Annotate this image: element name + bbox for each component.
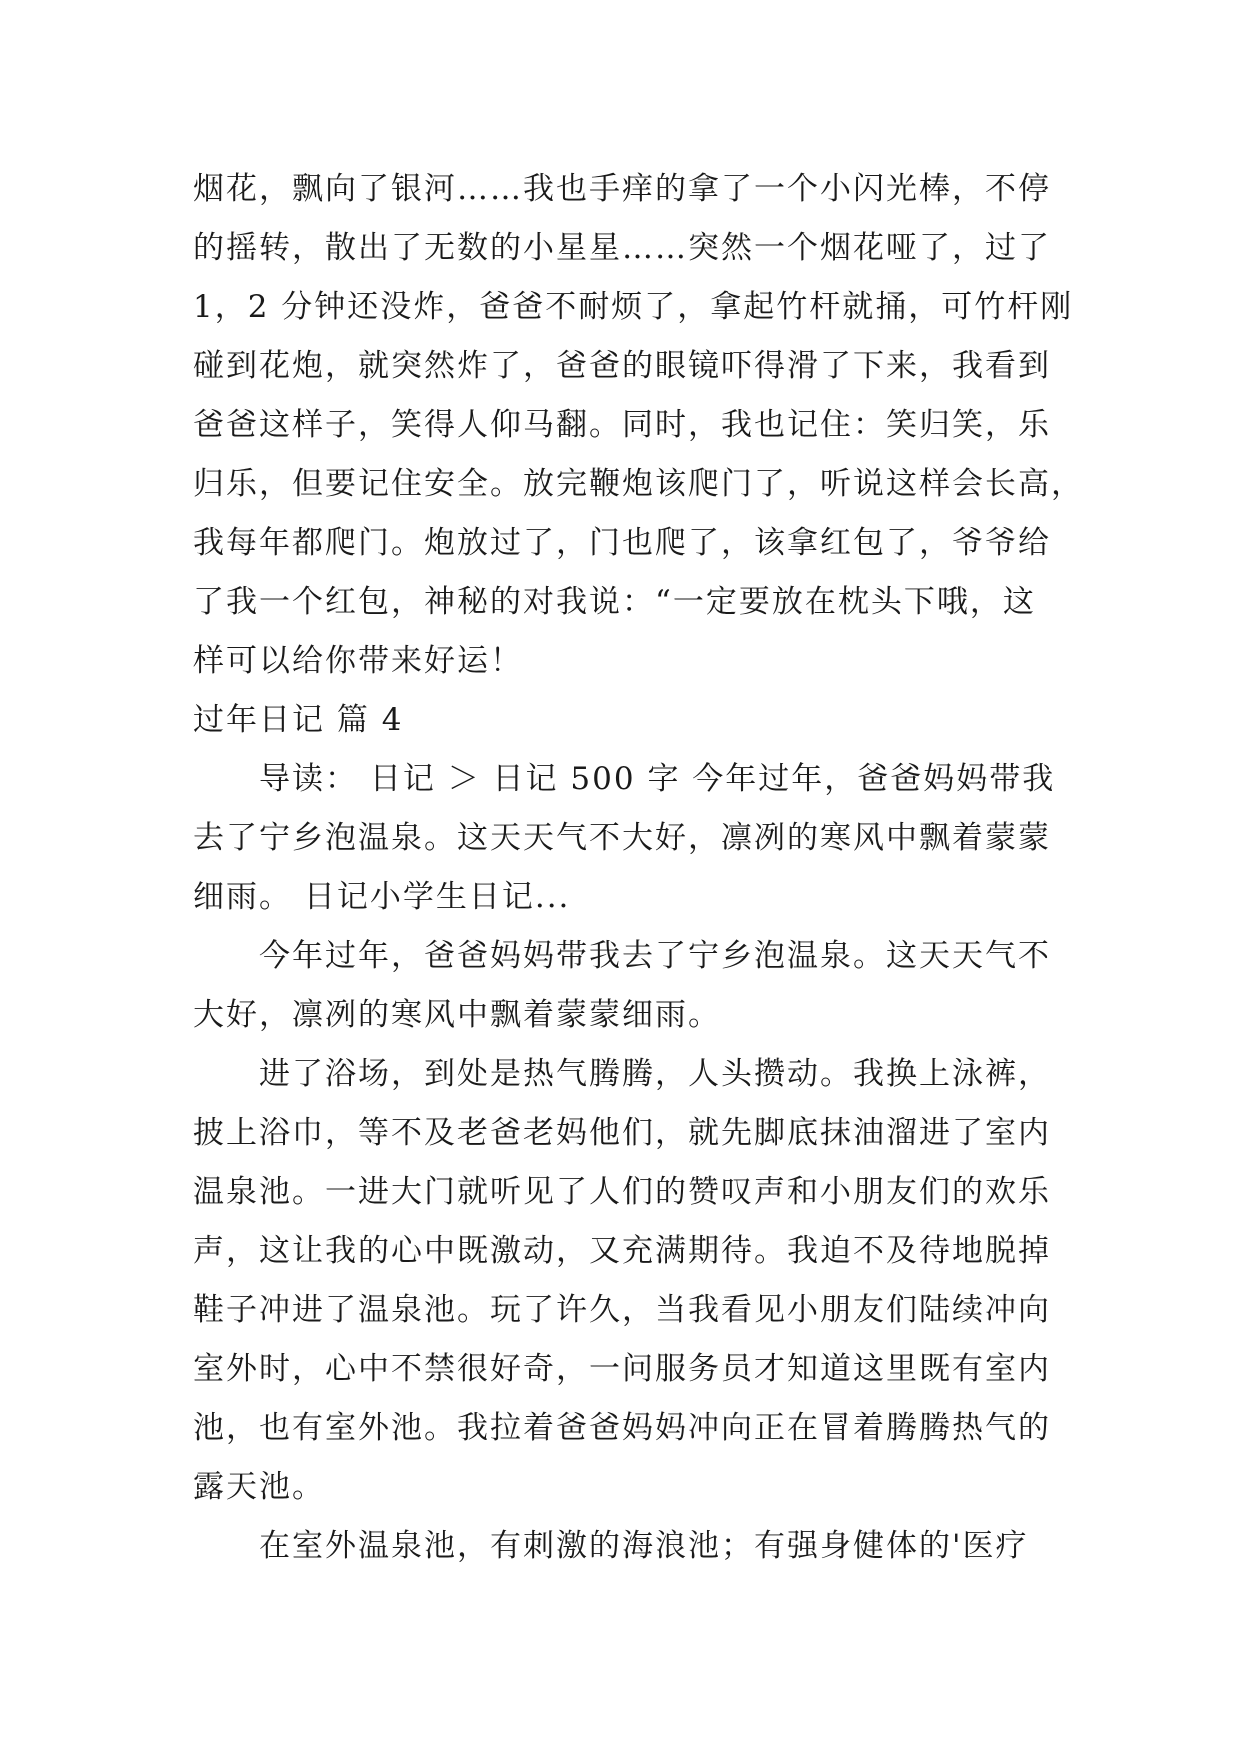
text-line: 温泉池。一进大门就听见了人们的赞叹声和小朋友们的欢乐 [193, 1174, 1051, 1210]
text-line: 池，也有室外池。我拉着爸爸妈妈冲向正在冒着腾腾热气的 [193, 1410, 1051, 1446]
text-line: 碰到花炮，就突然炸了，爸爸的眼镜吓得滑了下来，我看到 [193, 348, 1051, 384]
text-line: 进了浴场，到处是热气腾腾，人头攒动。我换上泳裤， [193, 1056, 1051, 1092]
text-line: 归乐，但要记住安全。放完鞭炮该爬门了，听说这样会长高， [193, 466, 1084, 502]
text-line: 披上浴巾，等不及老爸老妈他们，就先脚底抹油溜进了室内 [193, 1115, 1051, 1151]
document-body [193, 160, 1084, 1576]
text-line: 大好，凛冽的寒风中飘着蒙蒙细雨。 [193, 997, 721, 1033]
text-line: 1，2 分钟还没炸，爸爸不耐烦了，拿起竹杆就捅，可竹杆刚 [193, 289, 1074, 325]
text-line: 在室外温泉池，有刺激的海浪池；有强身健体的'医疗 [193, 1528, 1029, 1564]
text-line: 露天池。 [193, 1469, 325, 1505]
intro-line: 导读： 日记 ＞ 日记 500 字 今年过年，爸爸妈妈带我 [193, 761, 1056, 797]
text-line: 样可以给你带来好运！ [193, 643, 523, 679]
text-line: 了我一个红包，神秘的对我说：“一定要放在枕头下哦，这 [193, 584, 1036, 620]
text-line: 声，这让我的心中既激动，又充满期待。我迫不及待地脱掉 [193, 1233, 1051, 1269]
text-line: 烟花，飘向了银河……我也手痒的拿了一个小闪光棒，不停 [193, 171, 1051, 207]
text-line: 鞋子冲进了温泉池。玩了许久，当我看见小朋友们陆续冲向 [193, 1292, 1051, 1328]
text-line: 室外时，心中不禁很好奇，一问服务员才知道这里既有室内 [193, 1351, 1051, 1387]
intro-line: 细雨。 日记小学生日记... [193, 879, 571, 915]
text-line: 爸爸这样子，笑得人仰马翻。同时，我也记住：笑归笑，乐 [193, 407, 1051, 443]
text-line: 的摇转，散出了无数的小星星……突然一个烟花哑了，过了 [193, 230, 1051, 266]
text-line: 我每年都爬门。炮放过了，门也爬了，该拿红包了，爷爷给 [193, 525, 1051, 561]
text-line: 今年过年，爸爸妈妈带我去了宁乡泡温泉。这天天气不 [193, 938, 1051, 974]
section-heading: 过年日记 篇 4 [193, 702, 404, 738]
intro-line: 去了宁乡泡温泉。这天天气不大好，凛冽的寒风中飘着蒙蒙 [193, 820, 1051, 856]
